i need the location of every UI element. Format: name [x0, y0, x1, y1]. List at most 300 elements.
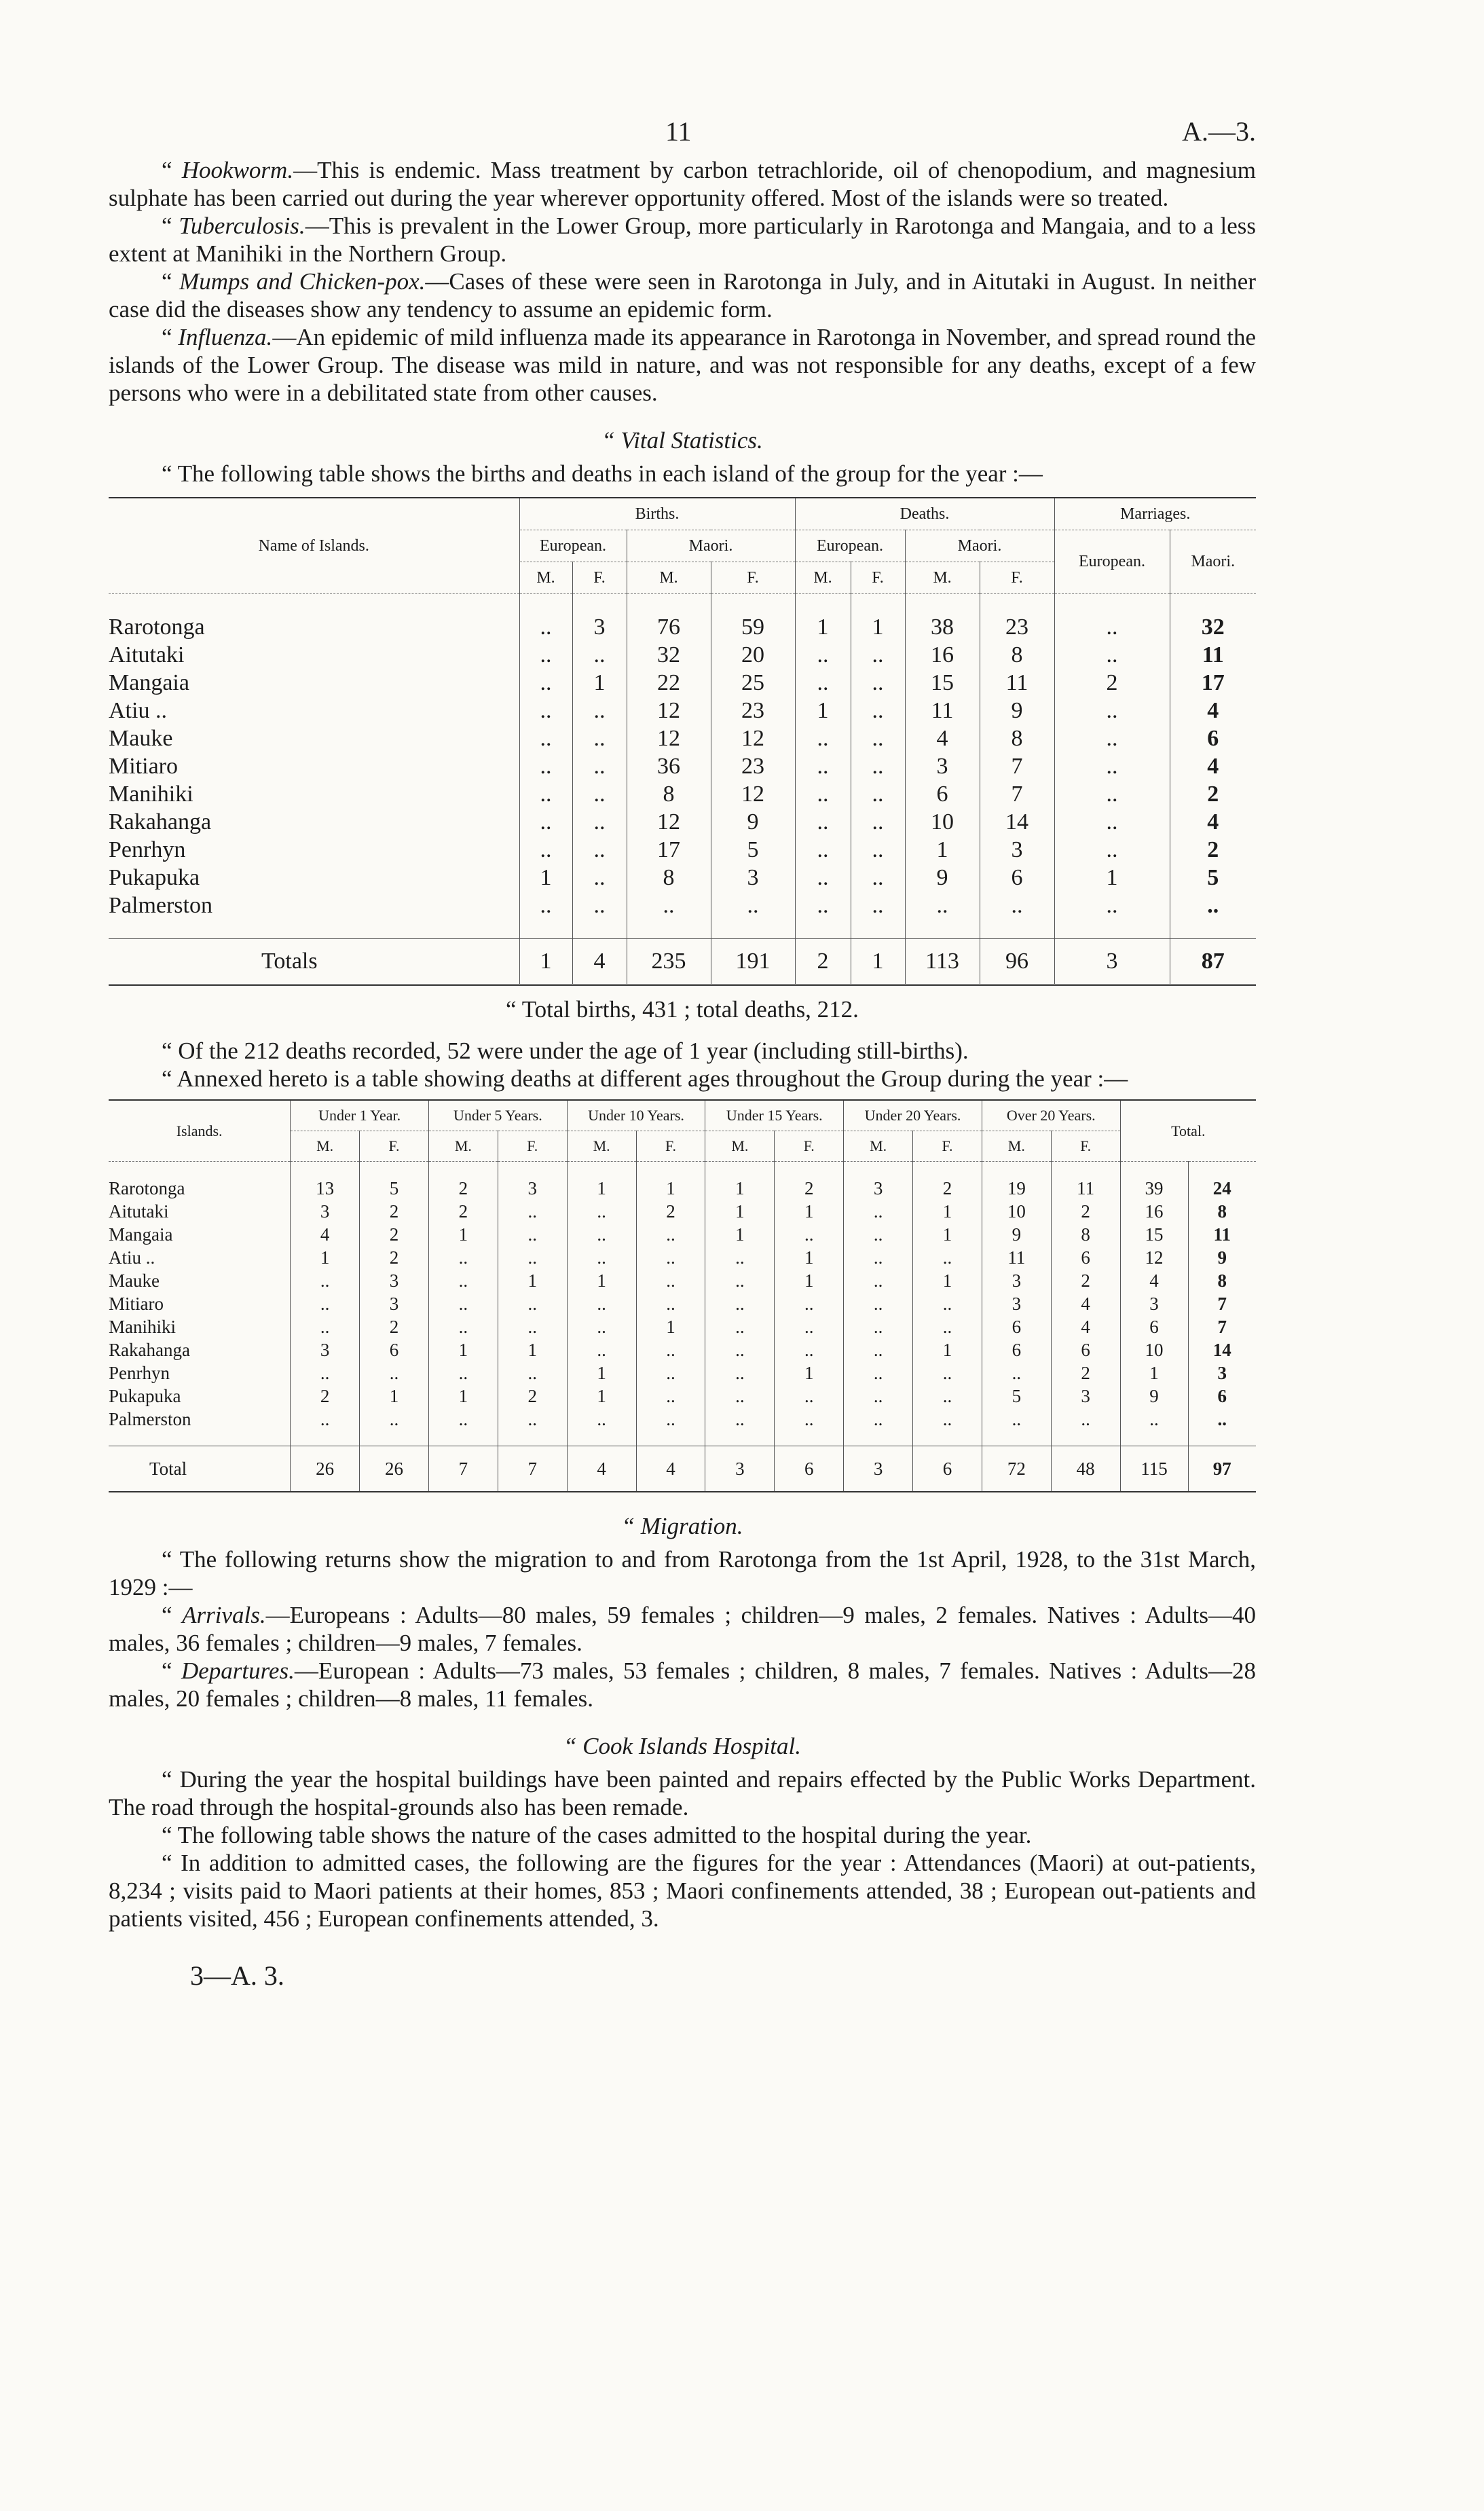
table-cell: .. — [844, 1408, 913, 1431]
col-m: M. — [428, 1131, 498, 1162]
col-f: F. — [851, 562, 905, 594]
table-cell: .. — [844, 1385, 913, 1408]
hospital-paragraph-2: “ The following table shows the nature of the cases admitted to the hospital during the year. — [162, 1822, 1032, 1848]
table-cell: 6 — [1051, 1338, 1120, 1361]
table-cell: .. — [905, 892, 980, 919]
table-cell: 32 — [1170, 613, 1256, 641]
table-cell: 8 — [980, 641, 1054, 669]
table-cell: 7 — [980, 780, 1054, 808]
island-name: Mangaia — [109, 1224, 173, 1245]
table-cell: .. — [636, 1223, 705, 1246]
table-cell: 2 — [428, 1177, 498, 1200]
table-cell: 24 — [1188, 1177, 1256, 1200]
col-f: F. — [636, 1131, 705, 1162]
table-cell: 7 — [498, 1446, 567, 1492]
table-cell: 1 — [705, 1177, 775, 1200]
island-name: Palmerston — [109, 892, 212, 918]
table-cell: .. — [498, 1315, 567, 1338]
table-cell: 3 — [905, 752, 980, 780]
table-cell: 7 — [1188, 1315, 1256, 1338]
table-cell: 19 — [982, 1177, 1051, 1200]
table-cell: 1 — [905, 836, 980, 864]
table-cell: 22 — [627, 669, 711, 697]
table-cell: 3 — [291, 1200, 360, 1223]
table-cell: .. — [567, 1292, 636, 1315]
table-cell: .. — [636, 1269, 705, 1292]
island-name: Totals — [261, 949, 318, 974]
table-cell: 8 — [627, 864, 711, 892]
table-cell: 25 — [711, 669, 795, 697]
table-cell: .. — [636, 1408, 705, 1431]
table-cell: 8 — [980, 725, 1054, 752]
table-cell: 1 — [567, 1269, 636, 1292]
table-cell: .. — [636, 1385, 705, 1408]
table-cell: 2 — [360, 1223, 429, 1246]
table-cell: 97 — [1188, 1446, 1256, 1492]
island-name: Pukapuka — [109, 864, 200, 890]
total-births-deaths: “ Total births, 431 ; total deaths, 212. — [506, 996, 859, 1023]
table-cell: .. — [795, 641, 851, 669]
table-cell: 2 — [428, 1200, 498, 1223]
table-cell: .. — [795, 864, 851, 892]
col-births-maori: Maori. — [627, 530, 795, 562]
table-cell: .. — [567, 1200, 636, 1223]
table-cell: 15 — [905, 669, 980, 697]
table-cell: .. — [567, 1223, 636, 1246]
table-cell: 39 — [1120, 1177, 1188, 1200]
totals-row — [109, 1446, 1256, 1492]
table-cell: 4 — [1170, 752, 1256, 780]
table-cell: 4 — [291, 1223, 360, 1246]
table-cell: .. — [1054, 752, 1170, 780]
table-cell: 12 — [627, 697, 711, 725]
table-cell: 15 — [1120, 1223, 1188, 1246]
table-cell: 11 — [980, 669, 1054, 697]
table-row — [109, 1200, 1256, 1223]
table-cell: 6 — [360, 1338, 429, 1361]
table-cell: 16 — [905, 641, 980, 669]
deaths-by-age-body — [109, 1162, 1256, 1492]
table-cell: .. — [1054, 725, 1170, 752]
table-cell: 1 — [705, 1223, 775, 1246]
col-births-european: European. — [519, 530, 627, 562]
table-cell: 9 — [711, 808, 795, 836]
table-cell: 11 — [1051, 1177, 1120, 1200]
table-row — [109, 1385, 1256, 1408]
table-cell: 4 — [1170, 697, 1256, 725]
table-cell: 2 — [1170, 780, 1256, 808]
table-cell: .. — [519, 669, 572, 697]
table-row — [109, 1315, 1256, 1338]
table-cell: 12 — [1120, 1246, 1188, 1269]
island-name: Total — [109, 1446, 291, 1492]
vital-statistics-heading: “ Vital Statistics. — [601, 427, 763, 454]
table-cell: .. — [519, 725, 572, 752]
table-cell: .. — [519, 697, 572, 725]
table-cell: 17 — [627, 836, 711, 864]
table-cell: 3 — [1051, 1385, 1120, 1408]
table-cell: 48 — [1051, 1446, 1120, 1492]
col-f: F. — [913, 1131, 982, 1162]
table-cell: .. — [572, 780, 627, 808]
table-row — [109, 780, 1256, 808]
table-row — [109, 1292, 1256, 1315]
table-row — [109, 752, 1256, 780]
table-row — [109, 1246, 1256, 1269]
table-cell: .. — [913, 1246, 982, 1269]
island-name: Aitutaki — [109, 1200, 169, 1222]
table-cell: 11 — [1170, 641, 1256, 669]
table-cell: 6 — [905, 780, 980, 808]
table-cell: 13 — [291, 1177, 360, 1200]
table-cell: 38 — [905, 613, 980, 641]
col-f: F. — [775, 1131, 844, 1162]
table-cell: 1 — [795, 697, 851, 725]
table-cell: 23 — [711, 697, 795, 725]
migration-heading: “ Migration. — [621, 1513, 743, 1539]
island-name: Mauke — [109, 725, 173, 751]
table-cell: .. — [844, 1246, 913, 1269]
table-cell: .. — [519, 641, 572, 669]
table-cell: .. — [498, 1200, 567, 1223]
table-cell: .. — [913, 1385, 982, 1408]
col-age-group: Under 20 Years. — [844, 1100, 982, 1131]
table-cell: 1 — [851, 939, 905, 985]
table-cell: .. — [291, 1292, 360, 1315]
table-cell: .. — [567, 1315, 636, 1338]
table-row — [109, 808, 1256, 836]
col-m: M. — [905, 562, 980, 594]
table-cell: .. — [1051, 1408, 1120, 1431]
table-row — [109, 1338, 1256, 1361]
table-cell: 3 — [844, 1177, 913, 1200]
table-cell: 14 — [980, 808, 1054, 836]
table-cell: 17 — [1170, 669, 1256, 697]
table-cell: .. — [795, 669, 851, 697]
table-cell: 1 — [913, 1338, 982, 1361]
table-cell: 1 — [360, 1385, 429, 1408]
table-cell: 1 — [775, 1269, 844, 1292]
table-cell: 1 — [851, 613, 905, 641]
table-cell: 5 — [982, 1385, 1051, 1408]
island-name: Pukapuka — [109, 1385, 181, 1406]
table-cell: .. — [705, 1408, 775, 1431]
table-cell: 2 — [360, 1246, 429, 1269]
table-cell: 36 — [627, 752, 711, 780]
hospital-heading: “ Cook Islands Hospital. — [563, 1733, 802, 1759]
table-cell: 8 — [627, 780, 711, 808]
table-row — [109, 1177, 1256, 1200]
table-cell: 2 — [775, 1177, 844, 1200]
migration-arrivals: “ Arrivals.—Europeans : Adults—80 males, 59 females ; children—9 males, 2 females. Natives : Adults—40 males, 36 females ; children—9 males, 7 females. — [109, 1602, 1256, 1656]
col-m: M. — [705, 1131, 775, 1162]
table-cell: 7 — [428, 1446, 498, 1492]
table-cell: .. — [567, 1246, 636, 1269]
table-cell: .. — [572, 808, 627, 836]
col-m: M. — [519, 562, 572, 594]
paragraph-mumps: “ Mumps and Chicken-pox.—Cases of these were seen in Rarotonga in July, and in Aitutaki in August. In neither case did the diseases show any tendency to assume an epidemic form. — [109, 268, 1256, 323]
table-cell: .. — [1170, 892, 1256, 919]
table-cell: 2 — [1051, 1269, 1120, 1292]
table-cell: 23 — [711, 752, 795, 780]
col-f: F. — [980, 562, 1054, 594]
table-cell: 1 — [636, 1315, 705, 1338]
table-cell: 3 — [982, 1292, 1051, 1315]
table-cell: 11 — [1188, 1223, 1256, 1246]
table-cell: 9 — [1120, 1385, 1188, 1408]
col-f: F. — [711, 562, 795, 594]
table-cell: 2 — [795, 939, 851, 985]
table-cell: 12 — [711, 725, 795, 752]
table-row — [109, 1269, 1256, 1292]
table-cell: 3 — [980, 836, 1054, 864]
table-cell: .. — [913, 1315, 982, 1338]
col-m: M. — [844, 1131, 913, 1162]
col-m: M. — [982, 1131, 1051, 1162]
table-cell: 1 — [519, 864, 572, 892]
table-cell: 87 — [1170, 939, 1256, 985]
table-cell: .. — [851, 808, 905, 836]
table-cell: 4 — [567, 1446, 636, 1492]
island-name: Palmerston — [109, 1408, 191, 1429]
table-cell: 8 — [1051, 1223, 1120, 1246]
table-cell: 1 — [291, 1246, 360, 1269]
table-cell: .. — [851, 697, 905, 725]
table-cell: .. — [428, 1315, 498, 1338]
col-deaths-maori: Maori. — [905, 530, 1054, 562]
table-cell: .. — [636, 1361, 705, 1385]
table-cell: .. — [498, 1361, 567, 1385]
table-cell: 3 — [711, 864, 795, 892]
table-cell: 3 — [1054, 939, 1170, 985]
table-cell: .. — [636, 1338, 705, 1361]
table-cell: 9 — [1188, 1246, 1256, 1269]
table-row — [109, 725, 1256, 752]
hospital-paragraph-3: “ In addition to admitted cases, the following are the figures for the year : Attendances (Maori) at out-patients, 8,234 ; visits paid to Maori patients at their homes, 853 ; Maori confinements attended, 38 ; European out-patients and patients visited, 456 ; European confinements attended, 3. — [109, 1850, 1256, 1932]
table-cell: .. — [428, 1292, 498, 1315]
table-cell: .. — [519, 808, 572, 836]
island-name: Atiu .. — [109, 697, 167, 723]
table-cell: .. — [428, 1269, 498, 1292]
table-cell: 1 — [428, 1338, 498, 1361]
table-cell: 2 — [1170, 836, 1256, 864]
col-age-group: Under 1 Year. — [291, 1100, 429, 1131]
table-cell: .. — [291, 1361, 360, 1385]
table-cell: .. — [913, 1408, 982, 1431]
col-marriages-european: European. — [1054, 530, 1170, 594]
table-cell: 1 — [775, 1361, 844, 1385]
table-cell: 3 — [572, 613, 627, 641]
table-cell: 1 — [1054, 864, 1170, 892]
page-header — [109, 115, 1256, 156]
table-cell: .. — [627, 892, 711, 919]
table-cell: .. — [572, 836, 627, 864]
table-cell: 12 — [711, 780, 795, 808]
table-row — [109, 669, 1256, 697]
table-cell: 12 — [627, 808, 711, 836]
table-cell: 8 — [1188, 1200, 1256, 1223]
table-cell: .. — [851, 780, 905, 808]
col-m: M. — [627, 562, 711, 594]
table-cell: 26 — [360, 1446, 429, 1492]
paragraph-influenza: “ Influenza.—An epidemic of mild influenza made its appearance in Rarotonga in November, and spread round the islands of the Lower Group. The disease was mild in nature, and was not responsible for any deaths, except of a few persons who were in a debilitated state from other causes. — [109, 324, 1256, 406]
table-cell: .. — [795, 892, 851, 919]
table-cell: 6 — [982, 1338, 1051, 1361]
page-number: 11 — [665, 116, 692, 147]
table-cell: 1 — [498, 1269, 567, 1292]
island-name: Rarotonga — [109, 1177, 185, 1198]
table-cell: 10 — [982, 1200, 1051, 1223]
table-cell: 6 — [1051, 1246, 1120, 1269]
table-cell: 1 — [705, 1200, 775, 1223]
table-cell: .. — [572, 697, 627, 725]
table-cell: .. — [844, 1269, 913, 1292]
table-cell: .. — [711, 892, 795, 919]
table-cell: .. — [844, 1315, 913, 1338]
table-cell: .. — [705, 1385, 775, 1408]
col-total: Total. — [1120, 1100, 1256, 1162]
table-row — [109, 697, 1256, 725]
document-page — [109, 115, 1256, 1992]
island-name: Manihiki — [109, 1316, 176, 1337]
table-cell: 5 — [711, 836, 795, 864]
table-cell: 1 — [775, 1246, 844, 1269]
table-row — [109, 1361, 1256, 1385]
table-cell: .. — [572, 864, 627, 892]
table-cell: 10 — [905, 808, 980, 836]
col-m: M. — [795, 562, 851, 594]
col-births: Births. — [519, 498, 795, 530]
table-cell: .. — [1054, 836, 1170, 864]
table-cell: 1 — [572, 669, 627, 697]
deaths-under-one-note: “ Of the 212 deaths recorded, 52 were under the age of 1 year (including still-births). — [162, 1038, 969, 1064]
island-name: Rakahanga — [109, 1339, 190, 1360]
table-cell: .. — [1054, 641, 1170, 669]
table-cell: 2 — [1054, 669, 1170, 697]
table-cell: .. — [795, 752, 851, 780]
col-marriages-maori: Maori. — [1170, 530, 1256, 594]
table-cell: 1 — [519, 939, 572, 985]
table-cell: .. — [1054, 892, 1170, 919]
table-cell: .. — [291, 1408, 360, 1431]
table-cell: .. — [851, 752, 905, 780]
table-cell: .. — [519, 892, 572, 919]
col-islands: Islands. — [109, 1100, 291, 1162]
col-age-group: Under 10 Years. — [567, 1100, 705, 1131]
table-cell: .. — [519, 836, 572, 864]
table-cell: .. — [572, 892, 627, 919]
table-cell: .. — [795, 836, 851, 864]
migration-departures: “ Departures.—European : Adults—73 males, 53 females ; children, 8 males, 7 females. Natives : Adults—28 males, 20 females ; children—8 males, 11 females. — [109, 1657, 1256, 1712]
table-cell: 59 — [711, 613, 795, 641]
table-cell: .. — [775, 1338, 844, 1361]
hospital-paragraph-1: “ During the year the hospital buildings have been painted and repairs effected by the Public Works Department. The road through the hospital-grounds also has been remade. — [109, 1766, 1256, 1820]
col-f: F. — [572, 562, 627, 594]
table-cell: 14 — [1188, 1338, 1256, 1361]
table-cell: .. — [844, 1292, 913, 1315]
island-name: Mauke — [109, 1270, 160, 1291]
island-name: Mitiaro — [109, 753, 178, 779]
table-cell: .. — [360, 1408, 429, 1431]
table-cell: .. — [519, 780, 572, 808]
table-cell: .. — [795, 725, 851, 752]
table-cell: 6 — [913, 1446, 982, 1492]
vital-statistics-table — [109, 497, 1256, 986]
table-cell: .. — [980, 892, 1054, 919]
table-cell: 76 — [627, 613, 711, 641]
table-cell: .. — [851, 725, 905, 752]
table-cell: 1 — [795, 613, 851, 641]
table-cell: 11 — [982, 1246, 1051, 1269]
table-cell: 6 — [1120, 1315, 1188, 1338]
table-cell: 2 — [498, 1385, 567, 1408]
table-cell: .. — [291, 1315, 360, 1338]
table-row — [109, 613, 1256, 641]
table-cell: .. — [428, 1361, 498, 1385]
intro-paragraphs — [109, 156, 1256, 407]
island-name: Mangaia — [109, 670, 189, 695]
table-cell: 2 — [636, 1200, 705, 1223]
island-name: Rakahanga — [109, 809, 212, 835]
table-cell: 32 — [627, 641, 711, 669]
table-cell: .. — [705, 1338, 775, 1361]
table-cell: .. — [775, 1223, 844, 1246]
table-cell: 5 — [1170, 864, 1256, 892]
table-cell: .. — [851, 836, 905, 864]
table-cell: 1 — [913, 1269, 982, 1292]
footer-signature: 3—A. 3. — [190, 1960, 284, 1991]
table-cell: 16 — [1120, 1200, 1188, 1223]
table-cell: 2 — [291, 1385, 360, 1408]
table-cell: 4 — [572, 939, 627, 985]
table-cell: 3 — [1188, 1361, 1256, 1385]
table-cell: 2 — [360, 1315, 429, 1338]
table-cell: 3 — [360, 1292, 429, 1315]
table-row — [109, 1408, 1256, 1431]
table-cell: .. — [775, 1385, 844, 1408]
table-cell: 72 — [982, 1446, 1051, 1492]
table-cell: 1 — [567, 1177, 636, 1200]
vital-statistics-body — [109, 594, 1256, 985]
table-cell: .. — [844, 1338, 913, 1361]
ages-table-lead: “ Annexed hereto is a table showing deaths at different ages throughout the Group during the year :— — [162, 1065, 1128, 1092]
table-cell: .. — [851, 892, 905, 919]
table-cell: .. — [498, 1223, 567, 1246]
col-island-name: Name of Islands. — [109, 498, 519, 594]
col-age-group: Under 5 Years. — [428, 1100, 567, 1131]
table-cell: .. — [567, 1408, 636, 1431]
table-cell: .. — [572, 725, 627, 752]
table-cell: .. — [844, 1200, 913, 1223]
table-cell: .. — [705, 1246, 775, 1269]
table-cell: .. — [1054, 808, 1170, 836]
table-cell: 12 — [627, 725, 711, 752]
col-age-group: Over 20 Years. — [982, 1100, 1120, 1131]
table-cell: 3 — [982, 1269, 1051, 1292]
table-cell: 3 — [1120, 1292, 1188, 1315]
paragraph-hookworm: “ Hookworm.—This is endemic. Mass treatment by carbon tetrachloride, oil of chenopodium, and magnesium sulphate has been carried out during the year wherever opportunity offered. Most of the islands were so treated. — [109, 157, 1256, 211]
table-cell: .. — [572, 641, 627, 669]
table-cell: 8 — [1188, 1269, 1256, 1292]
table-cell: 9 — [980, 697, 1054, 725]
table-cell: 2 — [1051, 1361, 1120, 1385]
table-cell: .. — [851, 641, 905, 669]
table-cell: 1 — [567, 1361, 636, 1385]
table-cell: 6 — [980, 864, 1054, 892]
table-cell: 7 — [1188, 1292, 1256, 1315]
table-row — [109, 1223, 1256, 1246]
table-cell: 4 — [636, 1446, 705, 1492]
